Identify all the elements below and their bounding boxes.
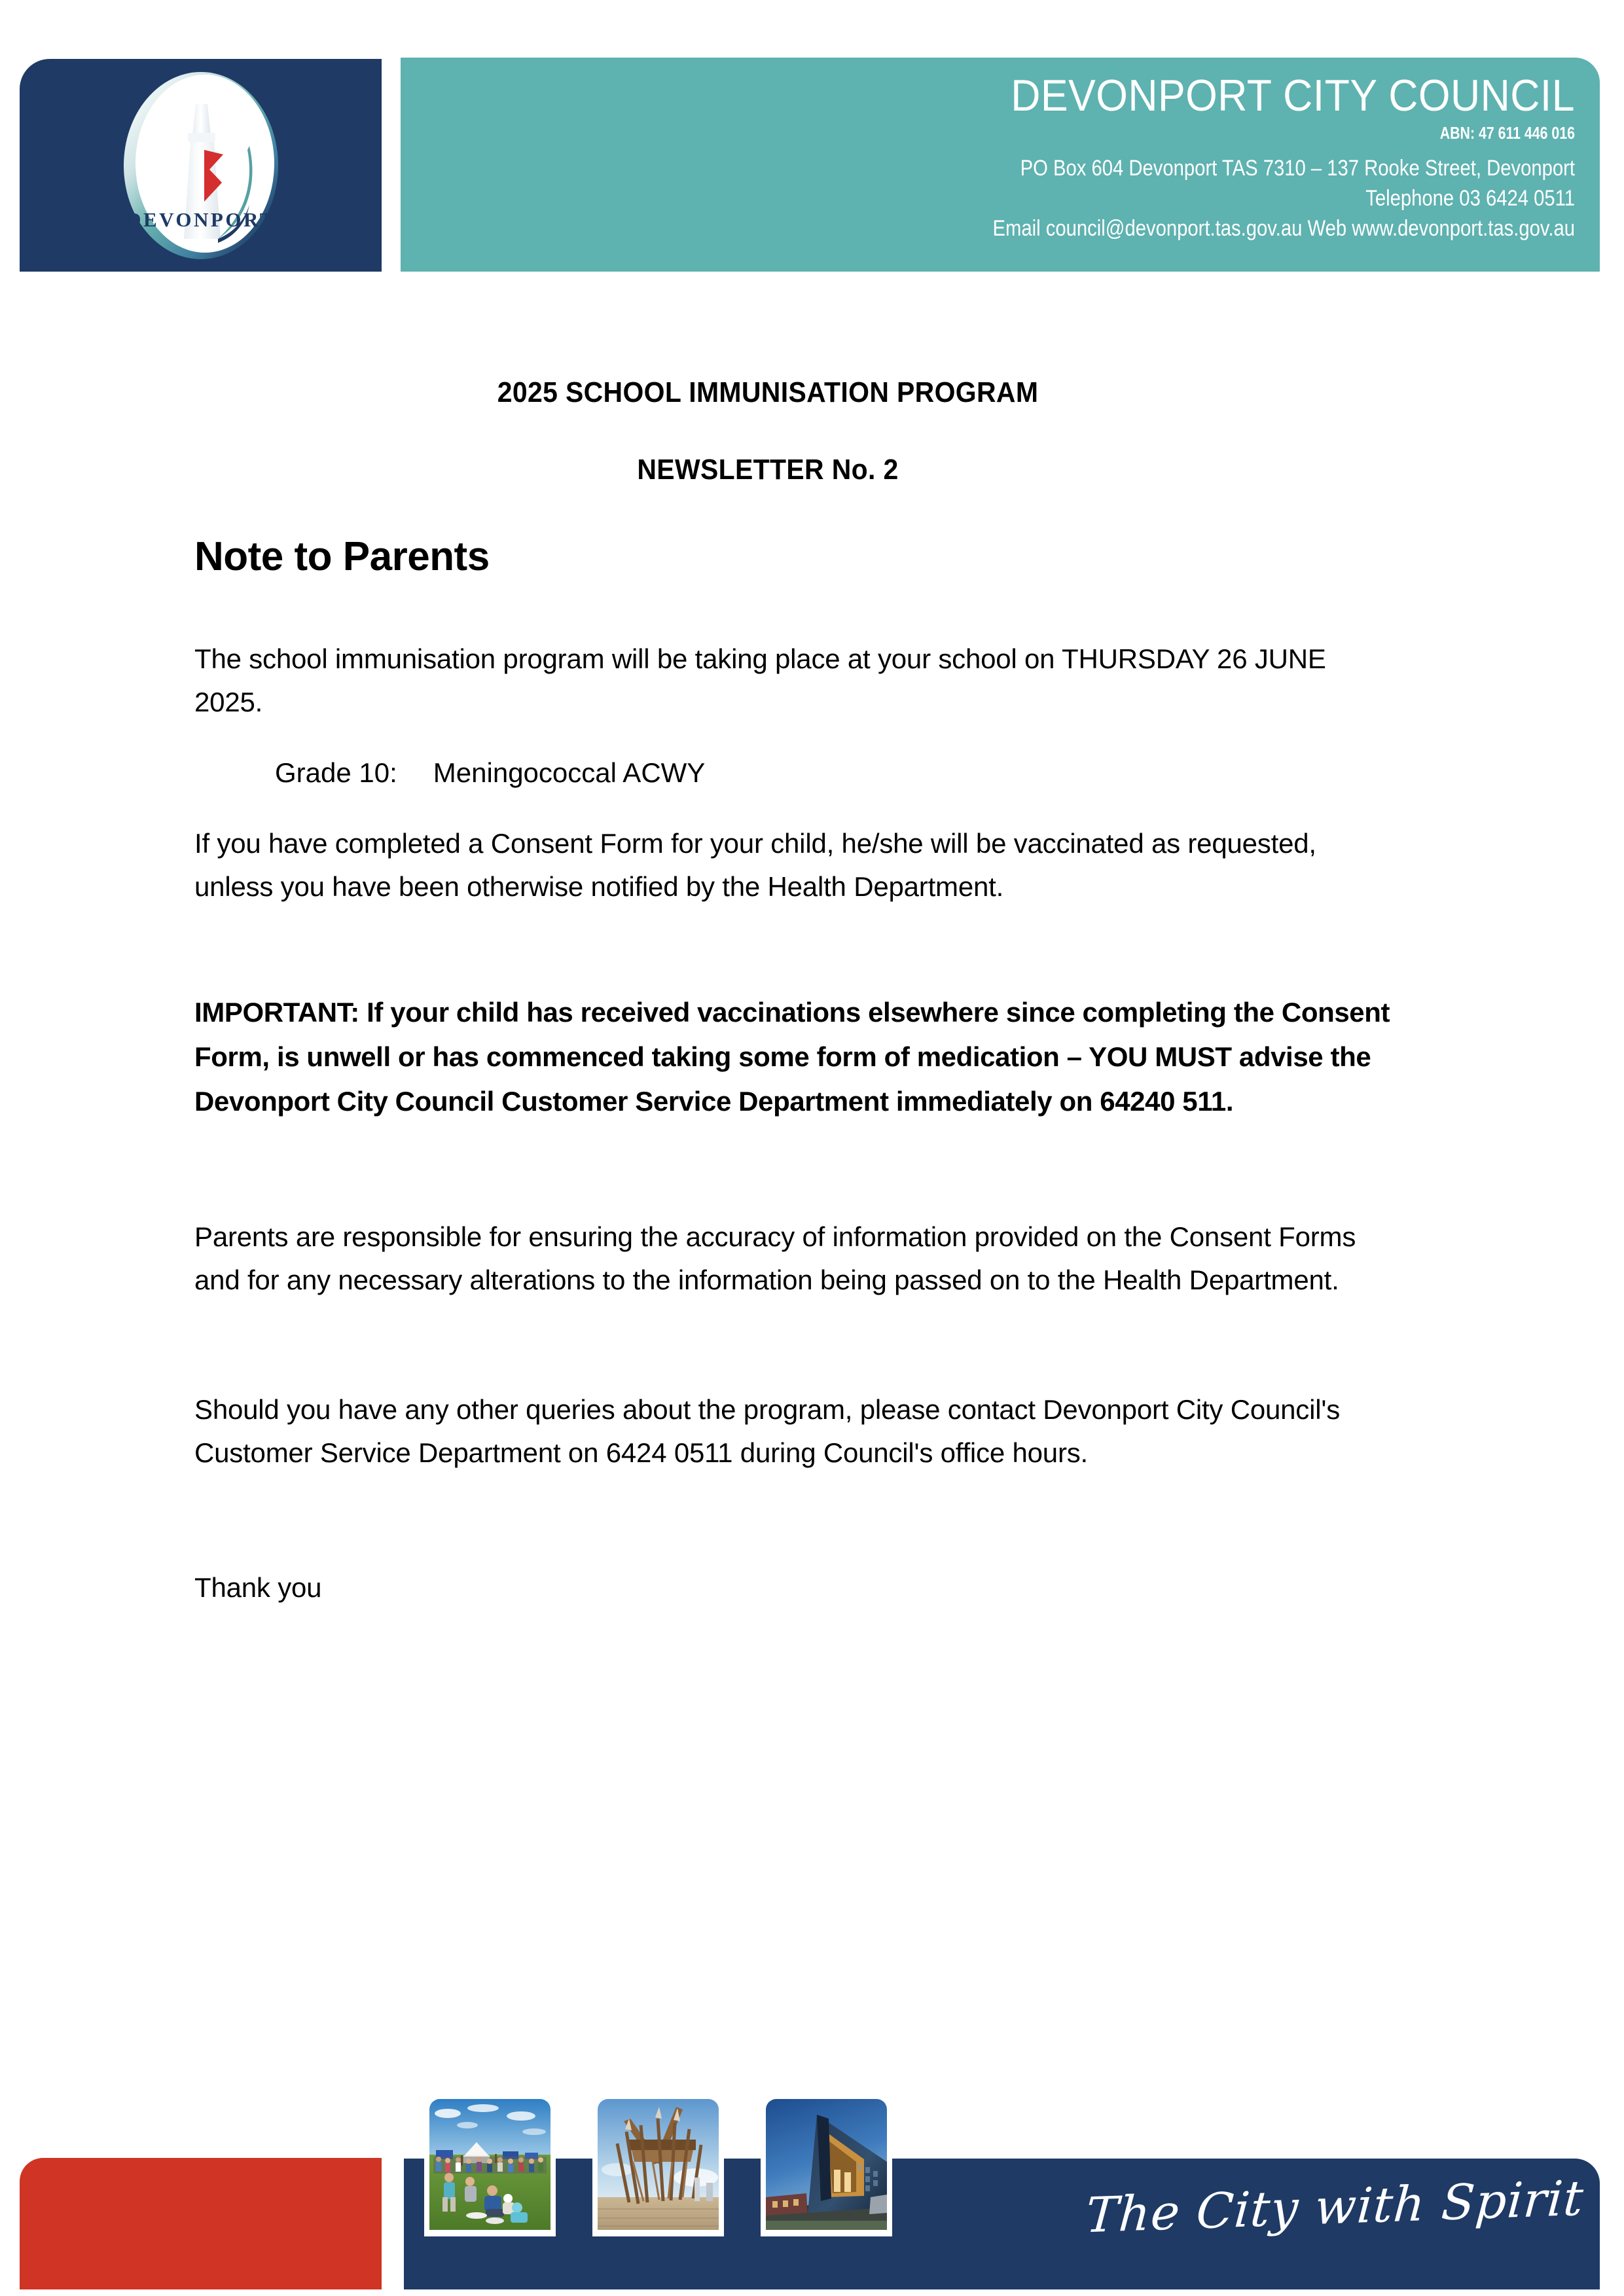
vaccine-name: Meningococcal ACWY (433, 757, 706, 788)
council-name: DEVONPORT CITY COUNCIL (1011, 71, 1575, 120)
festival-crowd-photo-image (429, 2099, 550, 2230)
festival-crowd-photo (424, 2094, 556, 2236)
logo-wordmark: DEVONPORT (126, 207, 276, 231)
important-notice-paragraph: IMPORTANT: If your child has received vaccinations elsewhere since completing the Consent Form, is unwell or has commenced taking some form of medication – YOU MUST advise the Devonport City Council Customer Service Department immediately on 64240 511. (194, 997, 1390, 1117)
program-title: 2025 SCHOOL IMMUNISATION PROGRAM (497, 376, 1039, 408)
devonport-lighthouse-logo-icon (118, 67, 283, 264)
intro-paragraph: The school immunisation program will be taking place at your school on THURSDAY 26 JUNE 2025. (194, 643, 1326, 717)
newsletter-number: NEWSLETTER No. 2 (637, 454, 899, 486)
timber-playground-photo (592, 2094, 724, 2236)
footer-red-block (20, 2158, 382, 2289)
document-body (194, 340, 1399, 1609)
council-logo-block (20, 59, 382, 272)
city-tagline: The City with Spirit (1083, 2170, 1586, 2244)
council-contact-band (401, 58, 1600, 272)
note-to-parents-heading: Note to Parents (194, 534, 490, 579)
council-abn: ABN: 47 611 446 016 (1439, 123, 1575, 143)
modern-building-photo (761, 2094, 892, 2236)
parent-responsibility-paragraph: Parents are responsible for ensuring the accuracy of information provided on the Consent Forms and for any necessary alterations to the information being passed on to the Health Department. (194, 1221, 1356, 1295)
council-telephone: Telephone 03 6424 0511 (1365, 186, 1575, 211)
thank-you-line: Thank you (194, 1572, 322, 1603)
consent-form-paragraph: If you have completed a Consent Form for your child, he/she will be vaccinated as requested, unless you have been otherwise notified by the Health Department. (194, 828, 1316, 902)
timber-playground-photo-image (598, 2099, 719, 2230)
queries-contact-paragraph: Should you have any other queries about the program, please contact Devonport City Council's Customer Service Department on 6424 0511 during Council's office hours. (194, 1394, 1340, 1468)
council-email-web: Email council@devonport.tas.gov.au Web www.devonport.tas.gov.au (992, 216, 1575, 241)
grade-label: Grade 10: (275, 757, 397, 788)
page-header (0, 0, 1624, 275)
modern-building-photo-image (766, 2099, 887, 2230)
grade-vaccine-line (194, 751, 1399, 795)
council-address: PO Box 604 Devonport TAS 7310 – 137 Rooke Street, Devonport (1020, 156, 1575, 181)
